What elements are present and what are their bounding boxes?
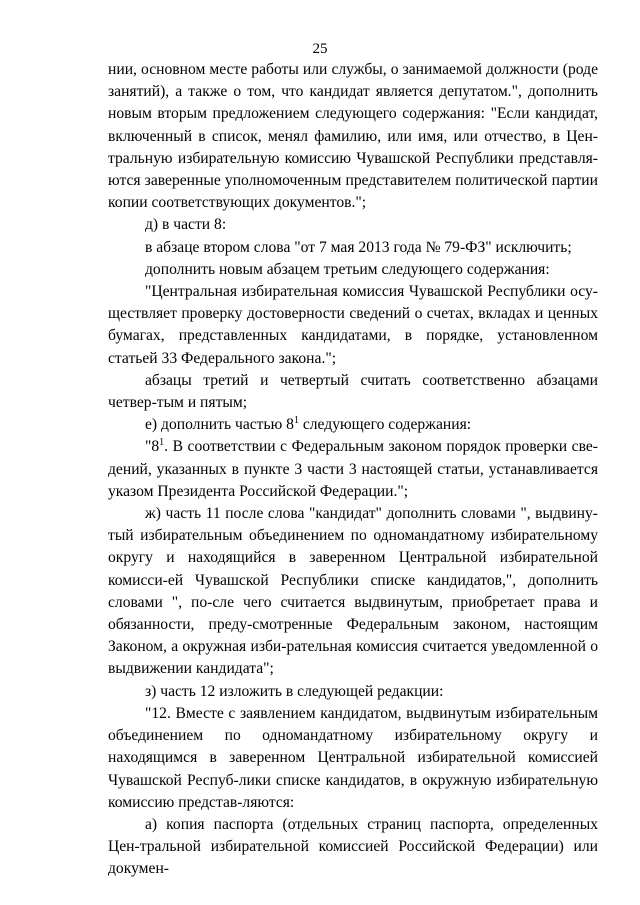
paragraph-4: дополнить новым абзацем третьим следующего содержания: <box>145 260 550 278</box>
paragraph-8-after: . В соответствии с Федеральным законом порядок проверки све-дений, указанных в пункте 3 части 3 настоящей статьи, устанавливается указом Президента Российской Федерации."; <box>108 438 598 500</box>
paragraph-7-superscript: 1 <box>293 415 299 427</box>
paragraph-12: а) копия паспорта (отдельных страниц паспорта, определенных Цен-тральной избирательной комиссией Российской Федерации) или докумен- <box>108 815 598 878</box>
paragraph-5: "Центральная избирательная комиссия Чувашской Республики осу-ществляет проверку достоверности сведений о счетах, вкладах и ценных бумагах, представленных кандидатами, в порядке, установленном статьей 33 Федерального закона."; <box>108 283 598 367</box>
paragraph-1-line-6: ются заверенные уполномоченным представителем политической партии <box>108 172 598 190</box>
paragraph-3: в абзаце втором слова "от 7 мая 2013 года № 79-ФЗ" исключить; <box>145 238 572 256</box>
paragraph-8 <box>108 436 598 503</box>
paragraph-1-line-2: занятий), а также о том, что кандидат является депутатом.", дополнить <box>108 83 598 101</box>
paragraph-11: "12. Вместе с заявлением кандидатом, выдвинутым избирательным объединением по одномандатному избирательному округу и находящимся в заверенном Центральной избирательной комиссией Чувашской Респуб-лики списке кандидатов, в окружную избирательную комиссию представ-ляются: <box>108 704 598 811</box>
paragraph-1-line-1: нии, основном месте работы или службы, о занимаемой должности (роде <box>108 61 598 78</box>
paragraph-8-before: "8 <box>145 438 160 456</box>
paragraph-2: д) в части 8: <box>145 216 227 234</box>
paragraph-1-line-3: новым вторым предложением следующего содержания: "Если кандидат, <box>108 105 598 123</box>
paragraph-1 <box>108 59 598 214</box>
paragraph-7-before: е) дополнить частью 8 <box>145 416 294 434</box>
paragraph-7-after: следующего содержания: <box>298 416 472 434</box>
paragraph-1-line-4: включенный в список, менял фамилию, или имя, или отчество, в Цен- <box>108 127 598 145</box>
paragraph-6: абзацы третий и четвертый считать соответственно абзацами четвер-тым и пятым; <box>108 371 598 412</box>
paragraph-9: ж) часть 11 после слова "кандидат" дополнить словами ", выдвину-тый избирательным объединением по одномандатному избирательному округу и находящийся в заверенном Центральной избирательной комисси-ей Чувашской Республики списке кандидатов,", дополнить словами ", по-сле чего считается выдвинутым, приобретает права и обязанности, преду-смотренные Федеральным законом, настоящим Законом, а окружная изби-рательная комиссия считается уведомленной о выдвижении кандидата"; <box>108 505 598 678</box>
paragraph-10: з) часть 12 изложить в следующей редакции: <box>145 682 444 700</box>
paragraph-7 <box>108 414 598 436</box>
document-body <box>108 59 598 881</box>
paragraph-1-line-7: копии соответствующих документов."; <box>108 194 367 212</box>
paragraph-1-line-5: тральную избирательную комиссию Чувашской Республики представля- <box>108 149 598 167</box>
page-number: 25 <box>312 41 328 57</box>
paragraph-8-superscript: 1 <box>159 437 165 449</box>
